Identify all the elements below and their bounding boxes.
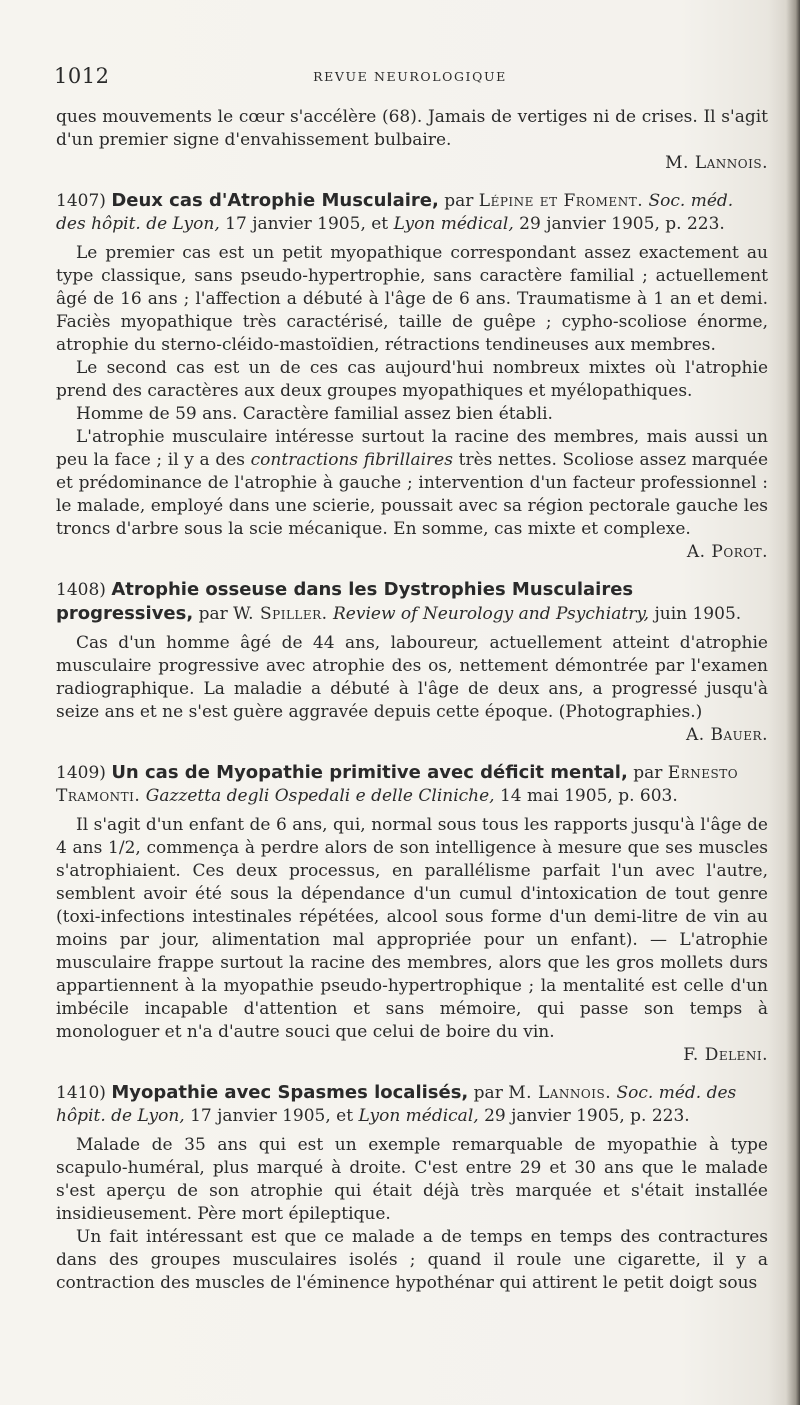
abstract-entry-1409 — [56, 761, 768, 1067]
entry-heading — [56, 761, 768, 808]
entry-paragraph-emphasis: L'atrophie musculaire intéresse surtout la racine des membres, mais aussi un peu la face ; il y a des contractions fibrillaires très nettes. Scoliose assez marquée et prédominance de l'atrophie à gauche ; intervention d'un facteur professionnel : le malade, employé dans une scierie, poussait avec sa région pectorale gauche les troncs d'arbre sous la scie mécanique. En somme, cas mixte et complexe. — [56, 427, 769, 539]
continuation-block — [56, 106, 768, 175]
continuation-text: ques mouvements le cœur s'accélère (68). Jamais de vertiges ni de crises. Il s'agit d'un premier signe d'envahissement bulbaire. — [56, 107, 768, 150]
entry-paragraph: Cas d'un homme âgé de 44 ans, laboureur, actuellement atteint d'atrophie musculaire progressive avec atrophie des os, nettement démontrée par l'examen radiographique. La maladie a débuté à l'âge de deux ans, a progressé jusqu'à seize ans et ne s'est guère aggravée depuis cette époque. (Photographies.) — [56, 633, 768, 722]
entry-authors: M. Lannois. — [508, 1083, 612, 1103]
entry-paragraph: Il s'agit d'un enfant de 6 ans, qui, normal sous tous les rapports jusqu'à l'âge de 4 ans 1/2, commença à perdre alors de son intelligence à mesure que ses muscles s'atrophiaient. Ces deux processus, en parallélisme parfait l'un avec l'autre, semblent avoir été sous la dépendance d'un cumul d'intoxication de tout genre (toxi-infections intestinales répétées, alcool sous forme d'un demi-litre de vin au moins par jour, alimentation mal appropriée pour un enfant). — L'atrophie musculaire frappe surtout la racine des membres, alors que les gros mollets durs appartiennent à la myopathie pseudo-hypertrophique ; la mentalité est celle d'un imbécile incapable d'attention et sans mémoire, qui passe son temps à monologuer et n'a d'autre souci que celui de boire du vin. — [56, 815, 768, 1042]
entry-source: Soc. méd. des hôpit. de Lyon, — [56, 191, 734, 234]
entry-citation-end: 29 janvier 1905, p. 223. — [519, 214, 725, 234]
entry-title: Un cas de Myopathie primitive avec déficit mental, — [111, 762, 628, 783]
entry-paragraph: Un fait intéressant est que ce malade a de temps en temps des contractures dans des groupes musculaires isolés ; quand il roule une cigarette, il y a contraction des muscles de l'éminence hypothénar qui attirent le petit doigt sous — [56, 1227, 768, 1293]
authors-prefix: par — [473, 1083, 503, 1103]
entry-paragraph: Malade de 35 ans qui est un exemple remarquable de myopathie à type scapulo-huméral, plus marqué à droite. C'est entre 29 et 30 ans que le malade s'est aperçu de son atrophie qui était déjà très marquée et s'était installée insidieusement. Père mort épileptique. — [56, 1135, 768, 1224]
entry-citation-mid: 17 janvier 1905, et — [225, 214, 389, 234]
emphasis-text: contractions fibrillaires — [250, 450, 453, 470]
entry-paragraph: Homme de 59 ans. Caractère familial assez bien établi. — [76, 404, 553, 424]
entry-citation-mid: 17 janvier 1905, et — [190, 1106, 354, 1126]
page-header — [54, 64, 766, 92]
entry-heading — [56, 1081, 768, 1128]
entry-source-2: Lyon médical, — [358, 1106, 479, 1126]
entry-title: Atrophie osseuse dans les Dystrophies Musculaires progressives, — [56, 579, 634, 624]
entry-number: 1407) — [56, 191, 106, 211]
abstract-entry-1407 — [56, 189, 768, 564]
entry-signature: A. Bauer. — [685, 725, 768, 745]
entry-number: 1410) — [56, 1083, 106, 1103]
entry-paragraph: Le premier cas est un petit myopathique correspondant assez exactement au type classique, sans pseudo-hypertrophie, sans caractère familial ; actuellement âgé de 16 ans ; l'affection a débuté à l'âge de 6 ans. Traumatisme à 1 an et demi. Faciès myopathique très caractérisé, taille de guêpe ; cypho-scoliose énorme, atrophie du sterno-cléido-mastoïdien, rétractions tendineuses aux membres. — [56, 243, 768, 355]
entry-authors: W. Spiller. — [233, 604, 328, 624]
abstract-entry-1408 — [56, 578, 768, 747]
entry-citation-end: juin 1905. — [654, 604, 742, 624]
entry-paragraph: Le second cas est un de ces cas aujourd'hui nombreux mixtes où l'atrophie prend des caractères aux deux groupes myopathiques et myélopathiques. — [56, 358, 768, 401]
entry-title: Deux cas d'Atrophie Musculaire, — [111, 190, 439, 211]
entry-source: Soc. méd. des hôpit. de Lyon, — [56, 1083, 737, 1126]
entry-authors: Lépine et Froment. — [478, 191, 644, 211]
entry-authors: Ernesto Tramonti. — [56, 763, 739, 806]
entry-number: 1409) — [56, 763, 106, 783]
abstract-entry-1410 — [56, 1081, 768, 1295]
entry-title: Myopathie avec Spasmes localisés, — [111, 1082, 469, 1103]
entry-citation-end: 14 mai 1905, p. 603. — [499, 786, 678, 806]
entry-source-2: Lyon médical, — [393, 214, 514, 234]
binding-gutter-shadow — [786, 0, 800, 1405]
authors-prefix: par — [633, 763, 663, 783]
running-head: REVUE NEUROLOGIQUE — [313, 69, 507, 84]
entry-citation-end: 29 janvier 1905, p. 223. — [484, 1106, 690, 1126]
entry-source: Gazzetta degli Ospedali e delle Cliniche, — [145, 786, 495, 806]
continuation-signature: M. Lannois. — [665, 153, 768, 173]
entry-signature: A. Porot. — [686, 542, 768, 562]
page-number: 1012 — [54, 64, 110, 88]
authors-prefix: par — [198, 604, 228, 624]
entry-number: 1408) — [56, 580, 106, 600]
authors-prefix: par — [444, 191, 474, 211]
article-body — [56, 106, 768, 1295]
entry-signature: F. Deleni. — [683, 1045, 768, 1065]
entry-source: Review of Neurology and Psychiatry, — [332, 604, 650, 624]
entry-heading — [56, 578, 768, 626]
entry-heading — [56, 189, 768, 236]
